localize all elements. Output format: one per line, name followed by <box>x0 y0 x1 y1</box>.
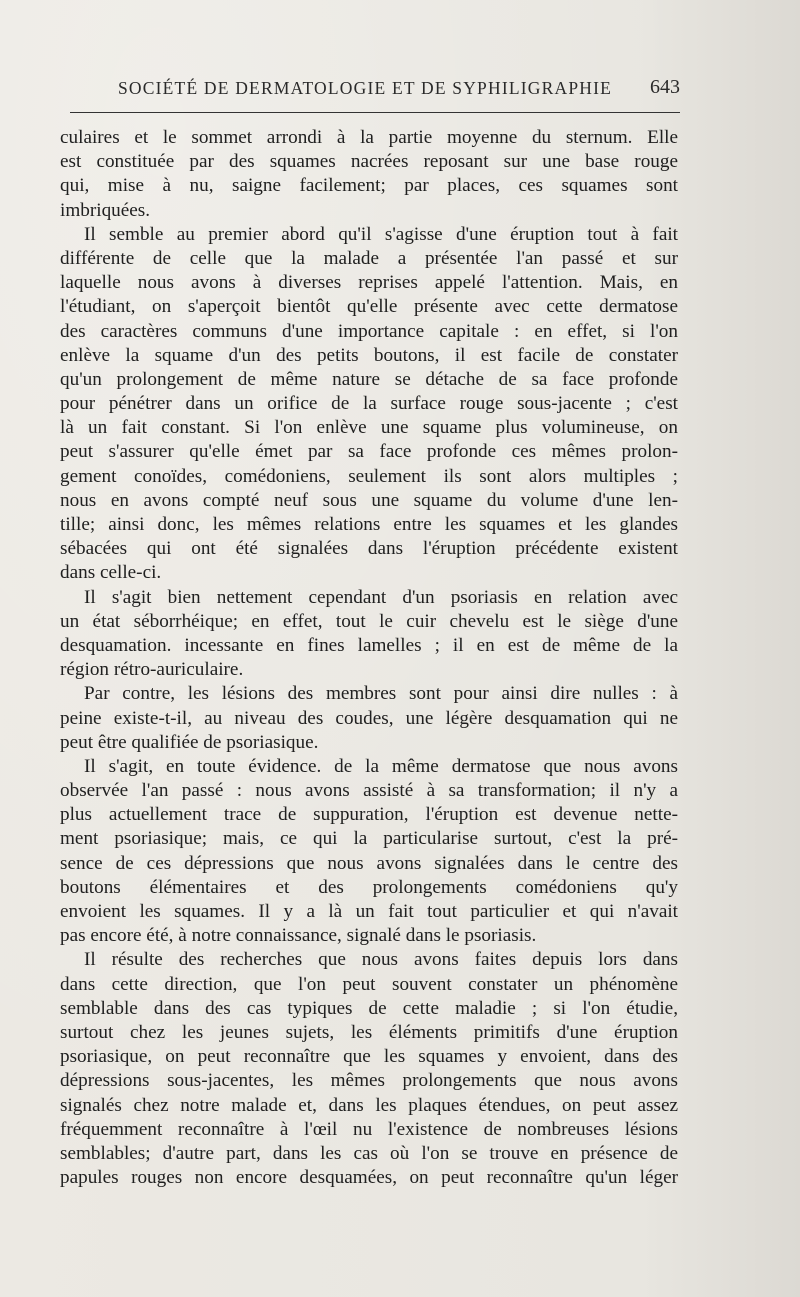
body-text <box>60 126 678 1190</box>
running-header <box>118 76 680 102</box>
text-line: région rétro-auriculaire. <box>60 659 244 681</box>
text-line: boutons élémentaires et des prolongements comédoniens qu'y <box>60 876 678 898</box>
text-line: Par contre, les lésions des membres sont pour ainsi dire nulles : à <box>84 683 678 705</box>
text-line: sence de ces dépressions que nous avons signalées dans le centre des <box>60 852 678 874</box>
text-line: tille; ainsi donc, les mêmes relations entre les squames et les glandes <box>60 514 678 535</box>
text-line: papules rouges non encore desquamées, on peut reconnaître qu'un léger <box>60 1167 678 1189</box>
text-line: dans celle-ci. <box>60 562 162 584</box>
page-number: 643 <box>650 76 680 98</box>
text-line: laquelle nous avons à diverses reprises appelé l'attention. Mais, en <box>60 272 678 294</box>
text-line: imbriquées. <box>60 199 151 221</box>
text-line: peine existe-t-il, au niveau des coudes, une légère desquamation qui ne <box>60 707 678 729</box>
text-line: qu'un prolongement de même nature se détache de sa face profonde <box>60 368 678 390</box>
text-line: surtout chez les jeunes sujets, les éléments primitifs d'une éruption <box>60 1021 678 1043</box>
text-line: peut être qualifiée de psoriasique. <box>60 731 319 753</box>
text-line: gement conoïdes, comédoniens, seulement ils sont alors multiples ; <box>60 465 678 487</box>
text-line: fréquemment reconnaître à l'œil nu l'existence de nombreuses lésions <box>60 1118 678 1140</box>
text-line: ment psoriasique; mais, ce qui la particularise surtout, c'est la pré- <box>60 828 678 850</box>
text-line: pas encore été, à notre connaissance, signalé dans le psoriasis. <box>60 925 537 947</box>
text-line: semblables; d'autre part, dans les cas où l'on se trouve en présence de <box>60 1142 678 1164</box>
text-line: Il semble au premier abord qu'il s'agisse d'une éruption tout à fait <box>84 223 678 245</box>
text-line: dépressions sous-jacentes, les mêmes prolongements que nous avons <box>60 1070 678 1092</box>
text-line: qui, mise à nu, saigne facilement; par places, ces squames sont <box>60 175 678 197</box>
text-line: Il s'agit bien nettement cependant d'un psoriasis en relation avec <box>84 586 678 608</box>
text-line: culaires et le sommet arrondi à la partie moyenne du sternum. Elle <box>60 127 678 148</box>
text-line: des caractères communs d'une importance capitale : en effet, si l'on <box>60 320 678 342</box>
text-line: envoient les squames. Il y a là un fait tout particulier et qui n'avait <box>60 901 678 922</box>
text-line: enlève la squame d'un des petits boutons, il est facile de constater <box>60 344 678 366</box>
text-line: dans cette direction, que l'on peut souvent constater un phénomène <box>60 973 678 995</box>
text-line: pour pénétrer dans un orifice de la surface rouge sous-jacente ; c'est <box>60 393 678 415</box>
running-title: SOCIÉTÉ DE DERMATOLOGIE ET DE SYPHILIGRAPHIE <box>118 78 613 98</box>
text-line: peut s'assurer qu'elle émet par sa face profonde ces mêmes prolon- <box>60 441 678 463</box>
text-line: plus actuellement trace de suppuration, l'éruption est devenue nette- <box>60 804 678 826</box>
text-line: sébacées qui ont été signalées dans l'éruption précédente existent <box>60 538 678 560</box>
text-line: signalés chez notre malade et, dans les plaques étendues, on peut assez <box>60 1094 678 1116</box>
text-line: un état séborrhéique; en effet, tout le cuir chevelu est le siège d'une <box>60 610 678 632</box>
text-line: desquamation. incessante en fines lamelles ; il en est de même de la <box>60 634 678 656</box>
header-rule <box>70 112 680 113</box>
text-line: psoriasique, on peut reconnaître que les squames y envoient, dans des <box>60 1046 678 1068</box>
text-line: l'étudiant, on s'aperçoit bientôt qu'elle présente avec cette dermatose <box>60 296 678 318</box>
text-line: différente de celle que la malade a présentée l'an passé et sur <box>60 247 678 269</box>
text-line: est constituée par des squames nacrées reposant sur une base rouge <box>60 151 678 173</box>
text-line: observée l'an passé : nous avons assisté à sa transformation; il n'y a <box>60 780 678 802</box>
text-line: là un fait constant. Si l'on enlève une squame plus volumineuse, on <box>60 417 678 439</box>
text-line: nous en avons compté neuf sous une squame du volume d'une len- <box>60 489 678 511</box>
text-line: semblable dans des cas typiques de cette maladie ; si l'on étudie, <box>60 997 678 1019</box>
text-line: Il résulte des recherches que nous avons faites depuis lors dans <box>84 949 678 971</box>
text-line: Il s'agit, en toute évidence. de la même dermatose que nous avons <box>84 755 678 777</box>
